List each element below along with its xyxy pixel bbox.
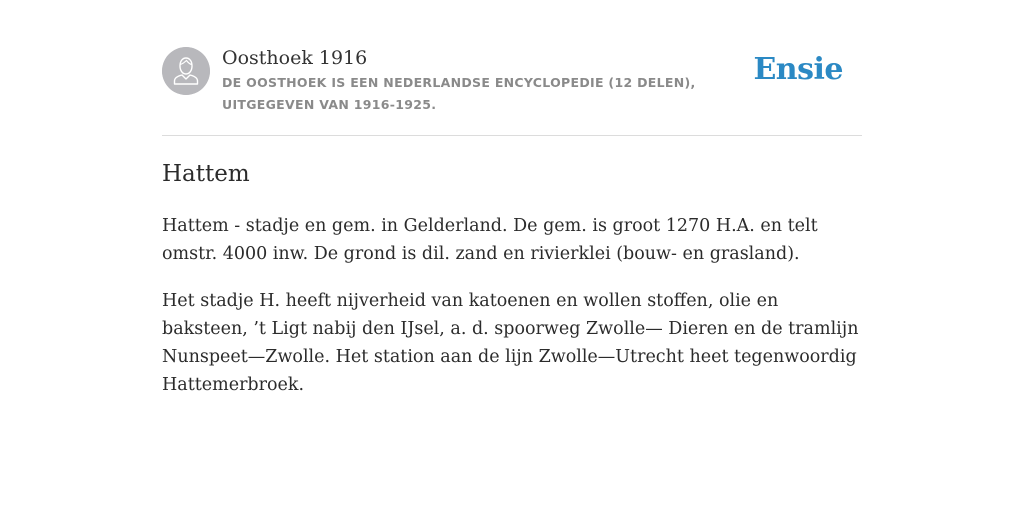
source-header: [162, 0, 862, 136]
article-title: Hattem: [162, 161, 250, 187]
article-paragraph: Hattem - stadje en gem. in Gelderland. De gem. is groot 1270 H.A. en telt omstr. 4000 inw. De grond is dil. zand en rivierklei (bouw- en grasland).: [162, 216, 818, 264]
ensie-logo[interactable]: Ensie: [753, 52, 843, 87]
source-description: DE OOSTHOEK IS EEN NEDERLANDSE ENCYCLOPEDIE (12 DELEN), UITGEGEVEN VAN 1916-1925.: [222, 75, 696, 112]
article-card: [162, 0, 862, 512]
user-avatar-icon: [162, 47, 210, 95]
source-name[interactable]: Oosthoek 1916: [222, 47, 368, 69]
article-paragraph: Het stadje H. heeft nijverheid van katoenen en wollen stoffen, olie en baksteen, ’t Ligt nabij den IJsel, a. d. spoorweg Zwolle— Dieren en de tramlijn Nunspeet—Zwolle. Het station aan de lijn Zwolle—Utrecht heet tegenwoordig Hattemerbroek.: [162, 291, 859, 395]
